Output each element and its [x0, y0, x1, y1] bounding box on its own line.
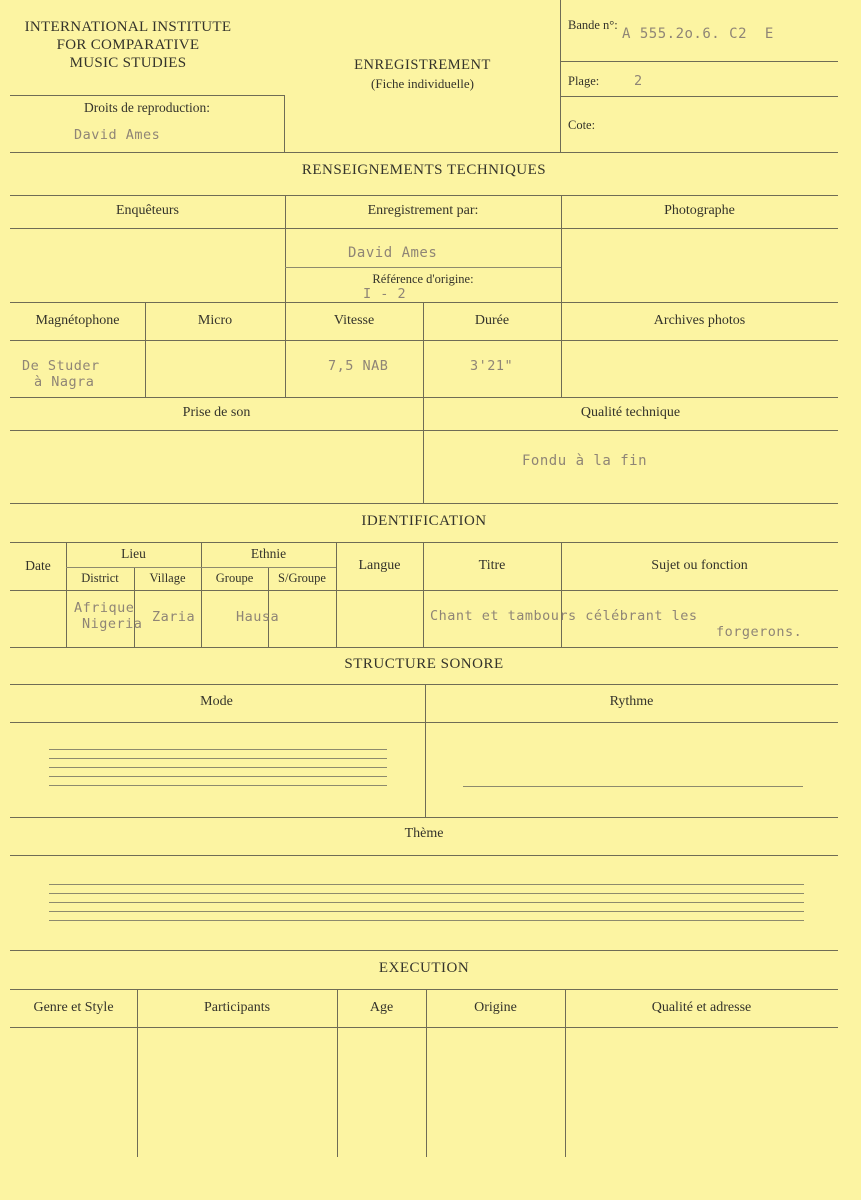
titre-label: Titre — [478, 558, 506, 573]
qualite-technique-value: Fondu à la fin — [522, 453, 648, 469]
titre-value-line-1: Chant et tambours célébrant les — [430, 608, 698, 624]
district-value-line-2: Nigeria — [82, 616, 143, 632]
magnetophone-value-line-1: De Studer — [22, 358, 100, 374]
section-title-identification: IDENTIFICATION — [361, 513, 487, 529]
groupe-label: Groupe — [215, 571, 254, 585]
execution-header-rule — [10, 1027, 838, 1028]
theme-staff-line-5 — [49, 920, 804, 921]
enregistrement-label: Enregistrement par: — [367, 203, 479, 218]
structure-header-rule — [10, 722, 838, 723]
date-label: Date — [25, 558, 51, 573]
mode-staff-line-1 — [49, 749, 387, 750]
technique-header-rule-3 — [10, 430, 838, 431]
vitesse-value: 7,5 NAB — [328, 358, 389, 374]
technique-row2-rule — [10, 397, 838, 398]
header-right-divider — [560, 0, 561, 152]
rights-top-rule — [10, 95, 284, 96]
ident-subheader-rule — [66, 567, 336, 568]
execution-divider-1 — [137, 989, 138, 1157]
technique-row1-rule — [10, 302, 838, 303]
duree-label: Durée — [474, 313, 510, 328]
langue-label: Langue — [358, 558, 401, 573]
structure-title-rule — [10, 684, 838, 685]
sujet-fonction-label: Sujet ou fonction — [651, 558, 748, 573]
theme-label: Thème — [404, 826, 444, 841]
technique-bottom-rule — [10, 503, 838, 504]
plage-label: Plage: — [568, 74, 600, 88]
magnetophone-label: Magnétophone — [35, 313, 120, 328]
technique-header-rule — [10, 228, 838, 229]
institute-name-line-2: FOR COMPARATIVE — [56, 37, 200, 53]
reference-label: Référence d'origine: — [372, 272, 474, 286]
technique-divider-2 — [561, 195, 562, 302]
village-value: Zaria — [152, 609, 196, 625]
mode-staff-line-2 — [49, 758, 387, 759]
groupe-value: Hausa — [236, 609, 280, 625]
ident-header-rule — [10, 590, 838, 591]
theme-staff-line-3 — [49, 902, 804, 903]
theme-staff-line-4 — [49, 911, 804, 912]
rythme-label: Rythme — [609, 694, 654, 709]
structure-bottom-rule — [10, 950, 838, 951]
institute-name-line-1: INTERNATIONAL INSTITUTE — [24, 19, 232, 35]
village-label: Village — [149, 571, 186, 585]
technique-divider-6 — [561, 302, 562, 397]
genre-style-label: Genre et Style — [33, 1000, 114, 1015]
rights-value: David Ames — [74, 127, 161, 143]
execution-divider-4 — [565, 989, 566, 1157]
bande-label: Bande n°: — [568, 18, 618, 32]
institute-name-line-3: MUSIC STUDIES — [69, 55, 187, 71]
enregistrement-value: David Ames — [348, 245, 438, 261]
enqueteurs-label: Enquêteurs — [116, 203, 179, 218]
plage-value: 2 — [634, 73, 643, 89]
bande-value: A 555.2o.6. C2 E — [622, 26, 774, 42]
mode-label: Mode — [200, 694, 233, 709]
technique-divider-4 — [285, 302, 286, 397]
execution-divider-3 — [426, 989, 427, 1157]
district-value-line-1: Afrique — [74, 600, 135, 616]
section-title-technique: RENSEIGNEMENTS TECHNIQUES — [301, 162, 547, 178]
vitesse-label: Vitesse — [333, 313, 375, 328]
participants-label: Participants — [203, 1000, 271, 1015]
lieu-label: Lieu — [121, 546, 146, 561]
duree-value: 3'21" — [470, 358, 514, 374]
photographe-label: Photographe — [664, 203, 735, 218]
sous-groupe-label: S/Groupe — [278, 571, 326, 585]
rythme-line — [463, 786, 803, 787]
qualite-adresse-label: Qualité et adresse — [651, 1000, 752, 1015]
section-title-execution: EXECUTION — [378, 960, 470, 976]
micro-label: Micro — [197, 313, 233, 328]
mode-staff-line-3 — [49, 767, 387, 768]
age-label: Age — [369, 1000, 394, 1015]
section-title-structure: STRUCTURE SONORE — [344, 656, 504, 672]
theme-header-rule — [10, 855, 838, 856]
magnetophone-value-line-2: à Nagra — [34, 374, 95, 390]
reference-rule — [285, 267, 561, 268]
form-subtitle: (Fiche individuelle) — [371, 76, 474, 91]
bande-rule — [560, 61, 838, 62]
mode-staff-line-4 — [49, 776, 387, 777]
plage-rule — [560, 96, 838, 97]
structure-divider — [425, 684, 426, 817]
technique-divider-5 — [423, 302, 424, 503]
cote-label: Cote: — [568, 118, 596, 132]
archives-photos-label: Archives photos — [653, 313, 746, 328]
ident-bottom-rule — [10, 647, 838, 648]
ethnie-label: Ethnie — [250, 546, 287, 561]
technique-divider-3 — [145, 302, 146, 397]
structure-mid-rule — [10, 817, 838, 818]
origine-label: Origine — [474, 1000, 517, 1015]
titre-value-line-2: forgerons. — [716, 624, 803, 640]
execution-divider-2 — [337, 989, 338, 1157]
mode-staff-line-5 — [49, 785, 387, 786]
rights-label: Droits de reproduction: — [84, 100, 210, 115]
prise-de-son-label: Prise de son — [182, 405, 251, 420]
form-title: ENREGISTREMENT — [354, 57, 491, 73]
theme-staff-line-2 — [49, 893, 804, 894]
technique-title-rule — [10, 195, 838, 196]
rights-divider — [284, 95, 285, 152]
header-bottom-rule — [10, 152, 838, 153]
execution-title-rule — [10, 989, 838, 990]
reference-value: I - 2 — [363, 286, 407, 302]
technique-header-rule-2 — [10, 340, 838, 341]
identification-title-rule — [10, 542, 838, 543]
theme-staff-line-1 — [49, 884, 804, 885]
qualite-technique-label: Qualité technique — [580, 405, 681, 420]
district-label: District — [81, 571, 119, 585]
